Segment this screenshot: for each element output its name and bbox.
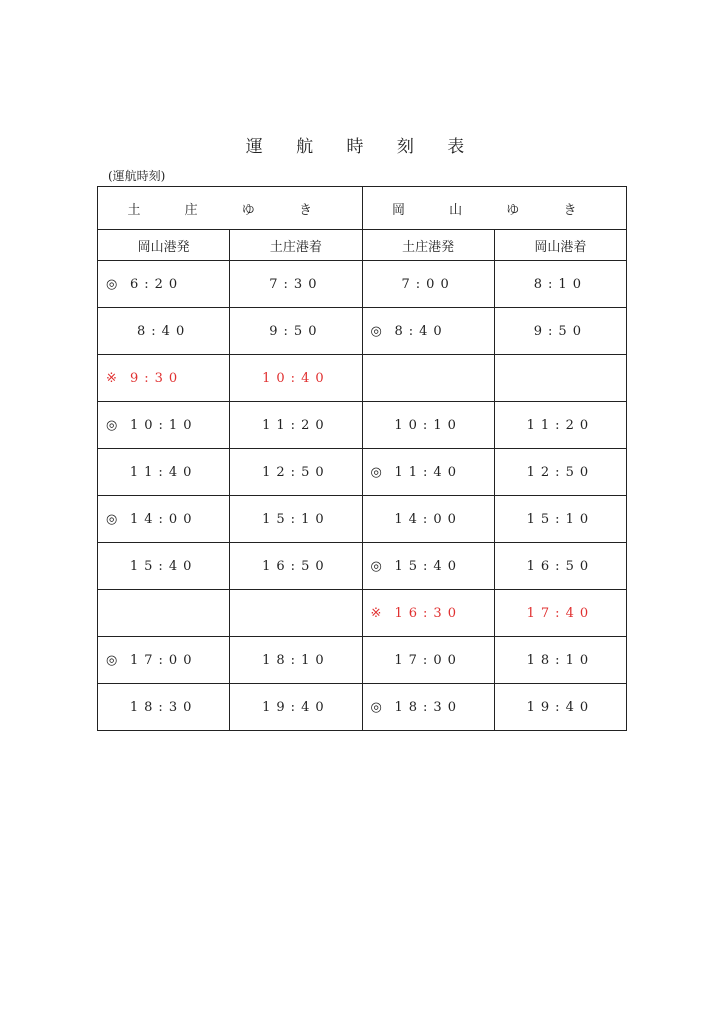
time-cell: [362, 543, 494, 590]
time-cell: [230, 402, 362, 449]
time-cell: [362, 590, 494, 637]
time-cell: [230, 637, 362, 684]
table-row: [98, 355, 627, 402]
time-cell: [230, 449, 362, 496]
time-cell: [362, 308, 494, 355]
double-circle-icon: ◎: [370, 464, 382, 480]
time-cell: [230, 543, 362, 590]
time-cell: [494, 637, 626, 684]
double-circle-icon: ◎: [370, 558, 382, 574]
time-value: 11:20: [262, 417, 330, 433]
time-value: 14:00: [394, 511, 462, 527]
time-cell: [98, 637, 230, 684]
time-cell: [362, 684, 494, 731]
time-value: 17:40: [526, 605, 595, 621]
time-cell: [362, 355, 494, 402]
time-value: 14:00: [130, 511, 198, 527]
time-cell: [98, 496, 230, 543]
double-circle-icon: ◎: [106, 511, 118, 527]
table-row: [98, 449, 627, 496]
time-value: 18:10: [262, 652, 330, 668]
time-cell: [494, 261, 626, 308]
time-cell: [362, 402, 494, 449]
time-cell: [230, 308, 362, 355]
column-header-tonosho-depart: 土庄港発: [362, 230, 494, 261]
time-value: 16:50: [526, 558, 595, 574]
reference-mark-icon: ※: [370, 605, 382, 621]
time-value: 15:10: [526, 511, 595, 527]
time-cell: [98, 684, 230, 731]
timetable: [97, 186, 627, 731]
double-circle-icon: ◎: [106, 276, 118, 292]
time-value: 11:40: [394, 464, 462, 480]
time-value: 16:50: [262, 558, 330, 574]
time-value: 9:30: [130, 370, 184, 386]
destination-header-row: [98, 187, 627, 230]
double-circle-icon: ◎: [106, 652, 118, 668]
time-value: 8:40: [394, 323, 448, 339]
time-value: 10:10: [130, 417, 198, 433]
time-cell: [494, 308, 626, 355]
time-cell: [98, 543, 230, 590]
time-cell: [362, 261, 494, 308]
time-cell: [98, 402, 230, 449]
time-value: 17:00: [130, 652, 198, 668]
double-circle-icon: ◎: [106, 417, 118, 433]
table-row: [98, 637, 627, 684]
reference-mark-icon: ※: [106, 370, 117, 386]
page-subtitle: (運航時刻): [108, 169, 166, 183]
time-cell: [98, 590, 230, 637]
time-value: 10:10: [394, 417, 462, 433]
column-header-tonosho-arrive: 土庄港着: [230, 230, 362, 261]
time-value: 6:20: [130, 276, 184, 292]
page-title: 運 航 時 刻 表: [245, 137, 479, 157]
time-cell: [494, 402, 626, 449]
time-cell: [494, 449, 626, 496]
time-cell: [230, 261, 362, 308]
double-circle-icon: ◎: [370, 323, 382, 339]
time-cell: [230, 684, 362, 731]
time-value: 8:40: [137, 323, 191, 339]
table-row: [98, 402, 627, 449]
time-value: 18:30: [129, 699, 198, 715]
time-value: 8:10: [533, 276, 587, 292]
time-value: 18:10: [526, 652, 595, 668]
time-cell: [494, 355, 626, 402]
time-cell: [230, 355, 362, 402]
time-value: 16:30: [394, 605, 462, 621]
time-value: 18:30: [394, 699, 462, 715]
time-cell: [494, 590, 626, 637]
time-value: 19:40: [526, 699, 595, 715]
double-circle-icon: ◎: [370, 699, 382, 715]
time-value: 9:50: [269, 323, 323, 339]
time-cell: [494, 543, 626, 590]
table-row: [98, 261, 627, 308]
time-cell: [98, 449, 230, 496]
time-value: 17:00: [394, 652, 462, 668]
table-row: [98, 496, 627, 543]
time-value: 15:40: [129, 558, 198, 574]
time-cell: [98, 261, 230, 308]
time-cell: [98, 355, 230, 402]
time-value: 7:00: [401, 276, 455, 292]
time-value: 11:40: [129, 464, 198, 480]
column-header-okayama-depart: 岡山港発: [98, 230, 230, 261]
table-row: [98, 590, 627, 637]
time-cell: [362, 496, 494, 543]
time-cell: [362, 637, 494, 684]
time-value: 12:50: [526, 464, 595, 480]
time-value: 10:40: [262, 370, 330, 386]
time-cell: [230, 496, 362, 543]
time-value: 15:10: [262, 511, 330, 527]
time-value: 15:40: [394, 558, 462, 574]
time-value: 7:30: [269, 276, 323, 292]
table-row: [98, 308, 627, 355]
time-cell: [230, 590, 362, 637]
destination-tonosho: 土 庄 ゆ き: [98, 187, 363, 230]
column-header-row: [98, 230, 627, 261]
time-value: 9:50: [533, 323, 587, 339]
column-header-okayama-arrive: 岡山港着: [494, 230, 626, 261]
time-cell: [494, 496, 626, 543]
time-cell: [362, 449, 494, 496]
time-cell: [494, 684, 626, 731]
time-value: 11:20: [526, 417, 595, 433]
time-value: 12:50: [262, 464, 330, 480]
destination-okayama: 岡 山 ゆ き: [362, 187, 627, 230]
table-row: [98, 543, 627, 590]
time-value: 19:40: [262, 699, 330, 715]
time-cell: [98, 308, 230, 355]
table-row: [98, 684, 627, 731]
